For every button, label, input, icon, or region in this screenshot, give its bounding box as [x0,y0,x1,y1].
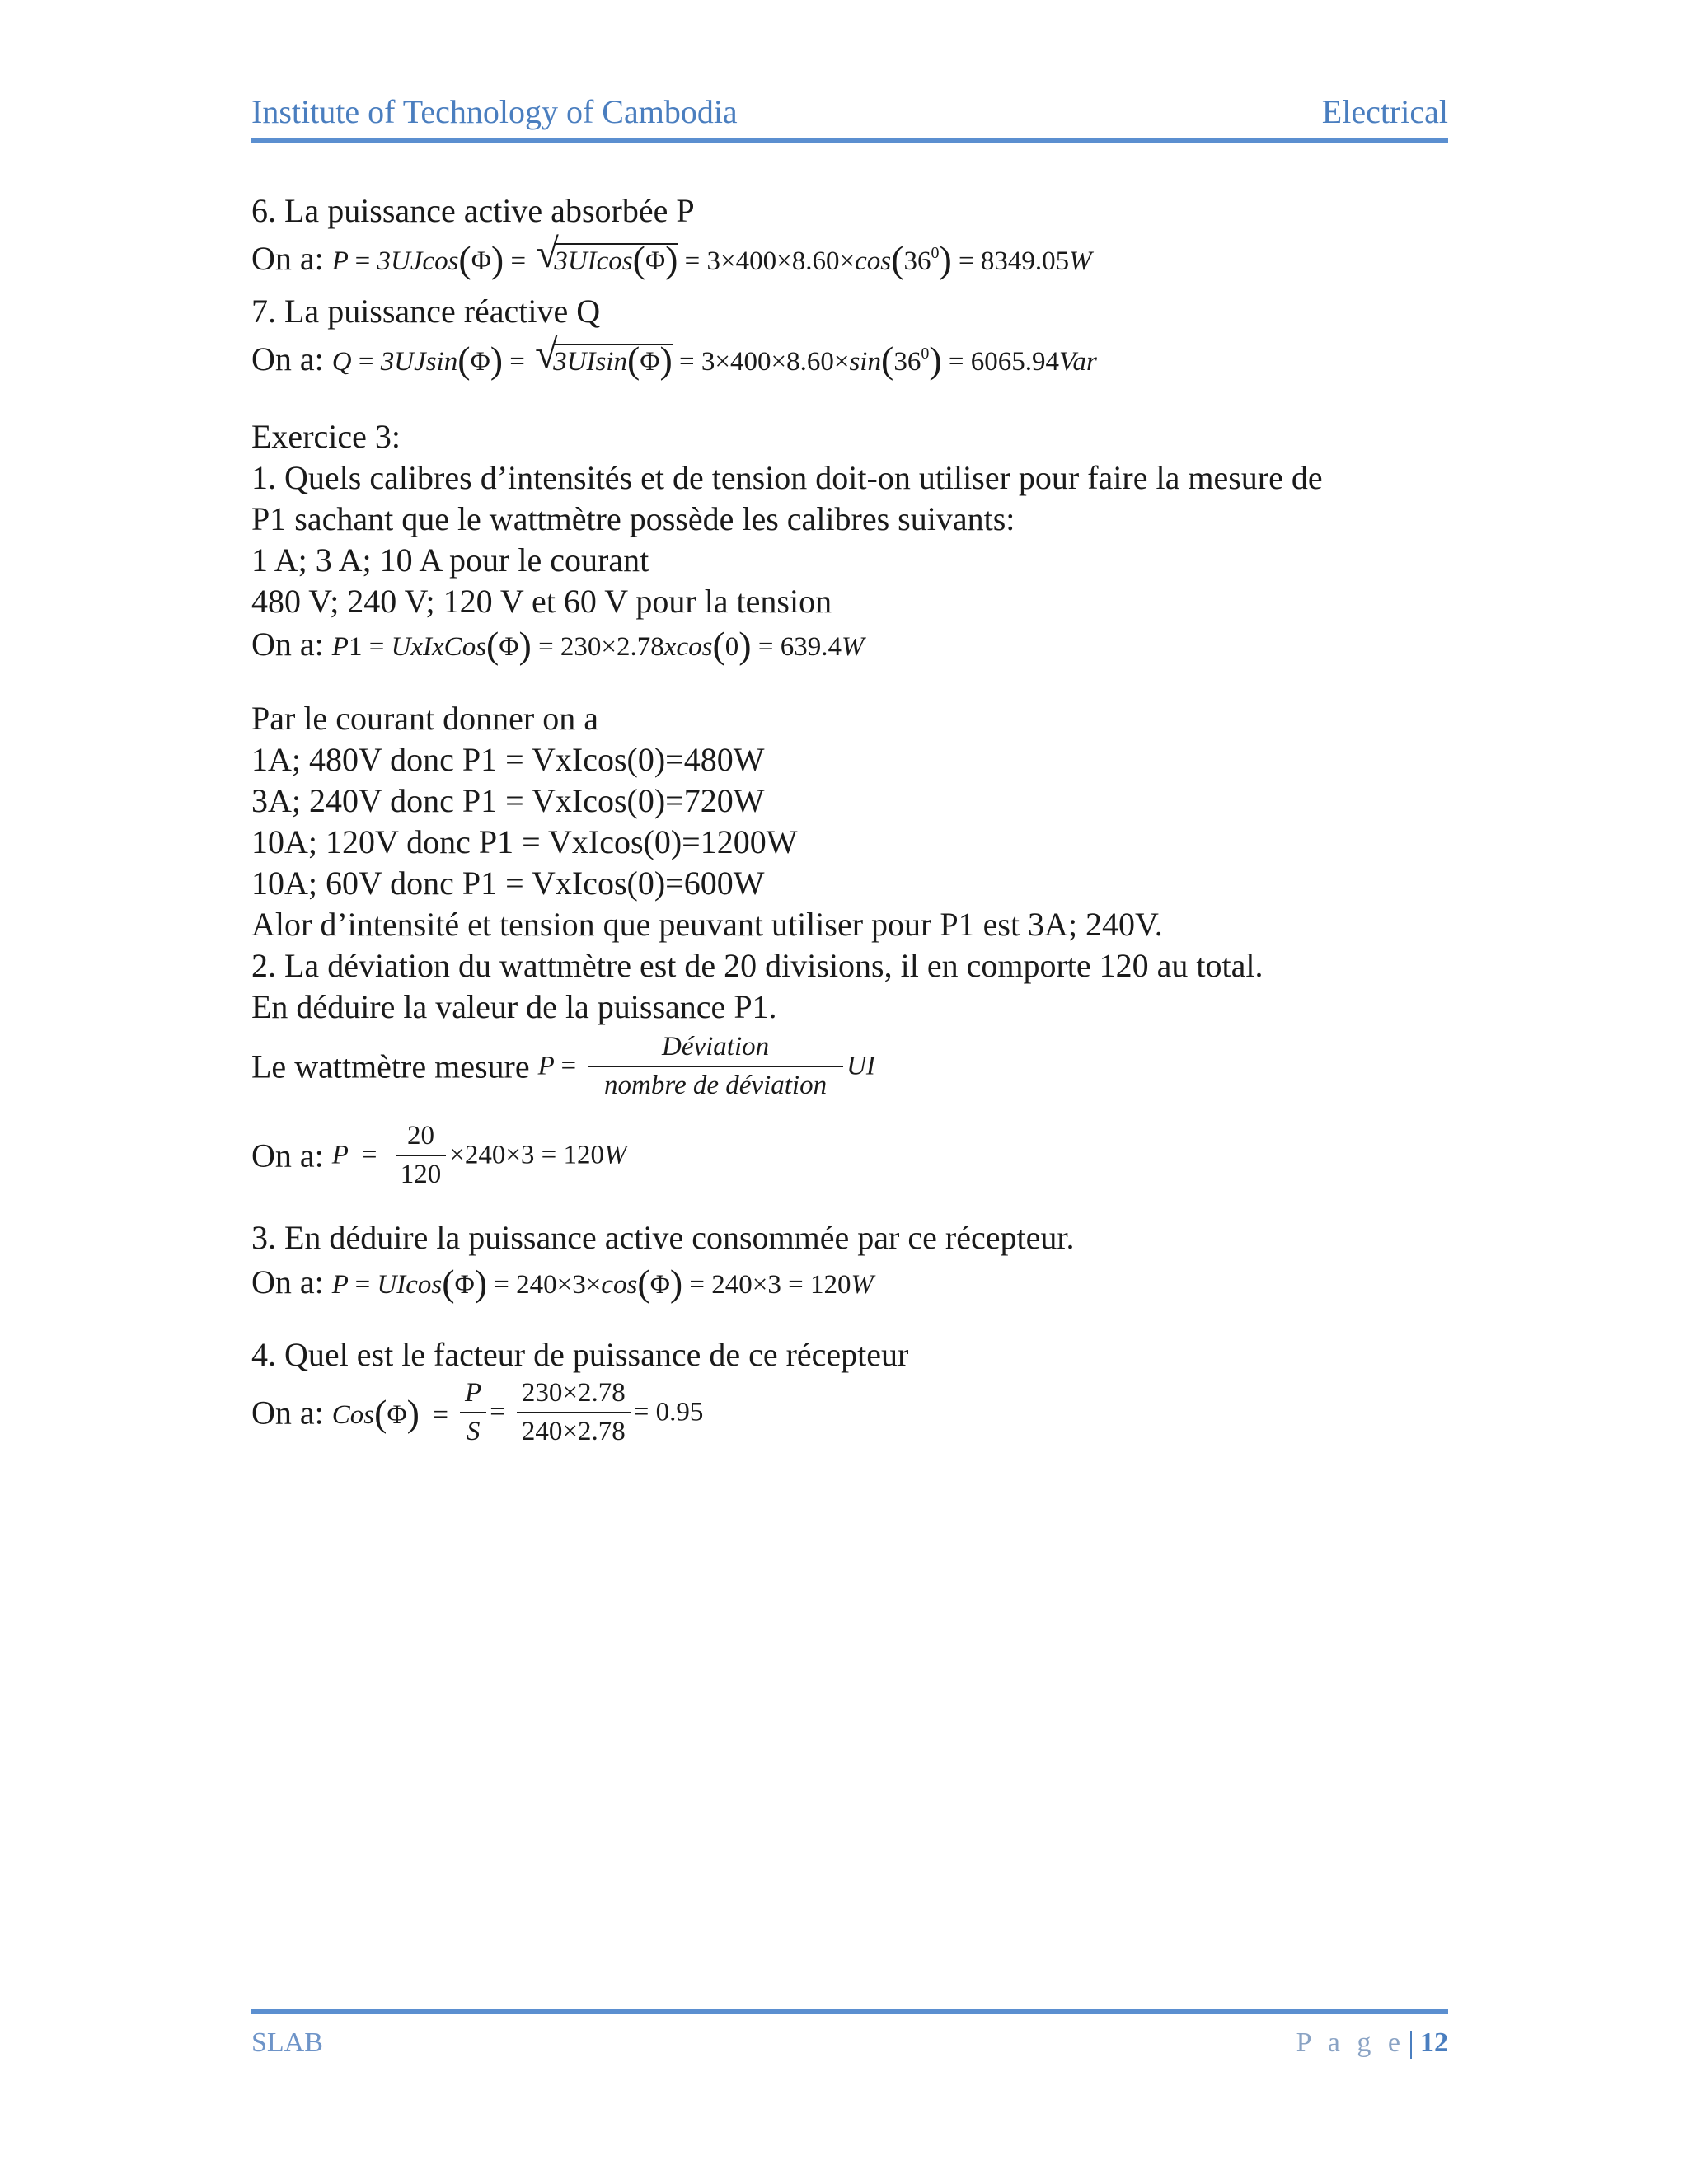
deviation-fraction [588,1032,843,1101]
page-number: 12 [1420,2027,1448,2058]
q3-formula [251,1261,874,1305]
wattmetre-formula: Le wattmètre mesure P = $\frac{\text{Déviation}}{\text{nombre de déviation}}$ UI [251,1032,875,1100]
page-number-block [1296,2027,1448,2059]
p-over-s-fraction: $\frac{P}{S}$ [460,1378,486,1447]
fraction-numerator: Déviation [588,1032,843,1067]
courant-line: 3A; 240V donc P1 = VxIcos(0)=720W [251,782,765,819]
courant-line: 1A; 480V donc P1 = VxIcos(0)=480W [251,741,765,778]
on-a-label: On a: [251,240,324,277]
page-header [251,92,1448,135]
power-factor-formula: On a: Cos(Φ) = $\frac{P}{S}$ = $\frac{230\times 2.78}{240\times 2.78}$ = 0.95 [251,1378,704,1446]
on-a-label: On a: [251,1263,324,1301]
fraction-denominator: nombre de déviation [604,1071,828,1100]
q7-formula [251,330,1097,382]
formula-p-active: P = 3UJcos(Φ) = √ $3UIcos(\Phi) = 3\times 400\times 8.60\times\cos(36^0) = 8349.05W$ [331,230,1092,280]
page-separator [1410,2031,1412,2059]
q6-title: 6. La puissance active absorbée P [251,192,695,229]
page-footer [251,2021,1448,2062]
ex3-q2-line2: En déduire la valeur de la puissance P1. [251,988,777,1025]
ex3-q3: 3. En déduire la puissance active consommée par ce récepteur. [251,1219,1075,1256]
on-a-label: On a: [251,1394,324,1432]
p-computation: On a: P = $\frac{20}{120}$ ×240×3 = 120W [251,1121,627,1189]
footer-rule [251,2009,1448,2014]
page-label: P a g e [1296,2027,1405,2058]
ex3-q1-line4: 480 V; 240 V; 120 V et 60 V pour la tension [251,583,832,620]
on-a-label: On a: [251,1137,324,1174]
formula-p-consumed: P = UIcos(Φ) = 240×3×cos(Φ) = 240×3 = 120W [331,1262,874,1304]
ex3-q1-line1: 1. Quels calibres d’intensités et de tension doit-on utiliser pour faire la mesure de [251,459,1323,496]
footer-slab: SLAB [251,2027,323,2058]
header-rule [251,138,1448,143]
wattmetre-label: Le wattmètre mesure [251,1047,530,1085]
header-department: Electrical [1321,93,1448,130]
ex3-title: Exercice 3: [251,418,401,455]
ex3-q2-line1: 2. La déviation du wattmètre est de 20 divisions, il en comporte 120 au total. [251,947,1264,984]
on-a-label: On a: [251,626,324,663]
on-a-label: On a: [251,340,324,377]
ex3-q1-formula [251,623,864,667]
q6-formula [251,230,1092,281]
numeric-fraction: $\frac{230\times 2.78}{240\times 2.78}$ [517,1378,631,1447]
ex3-q1-line3: 1 A; 3 A; 10 A pour le courant [251,541,649,579]
courant-line: 10A; 120V donc P1 = VxIcos(0)=1200W [251,823,798,860]
formula-q-reactive: Q = 3UJsin(Φ) = √ $3UIsin(\Phi) = 3\times 400\times 8.60\times\sin(36^0) = 6065.94Var$ [331,330,1097,381]
courant-line: 10A; 60V donc P1 = VxIcos(0)=600W [251,865,765,902]
formula-p1: P1 = UxIxCos(Φ) = 230×2.78xcos(0) = 639.4W [331,624,865,666]
header-institute: Institute of Technology of Cambodia [251,93,738,130]
courant-title: Par le courant donner on a [251,700,598,737]
ex3-q4: 4. Quel est le facteur de puissance de ce récepteur [251,1336,909,1373]
ratio-fraction: $\frac{20}{120}$ [396,1121,447,1190]
courant-conclusion: Alor d’intensité et tension que peuvant utiliser pour P1 est 3A; 240V. [251,906,1163,943]
ex3-q1-line2: P1 sachant que le wattmètre possède les calibres suivants: [251,500,1015,537]
q7-title: 7. La puissance réactive Q [251,293,601,330]
